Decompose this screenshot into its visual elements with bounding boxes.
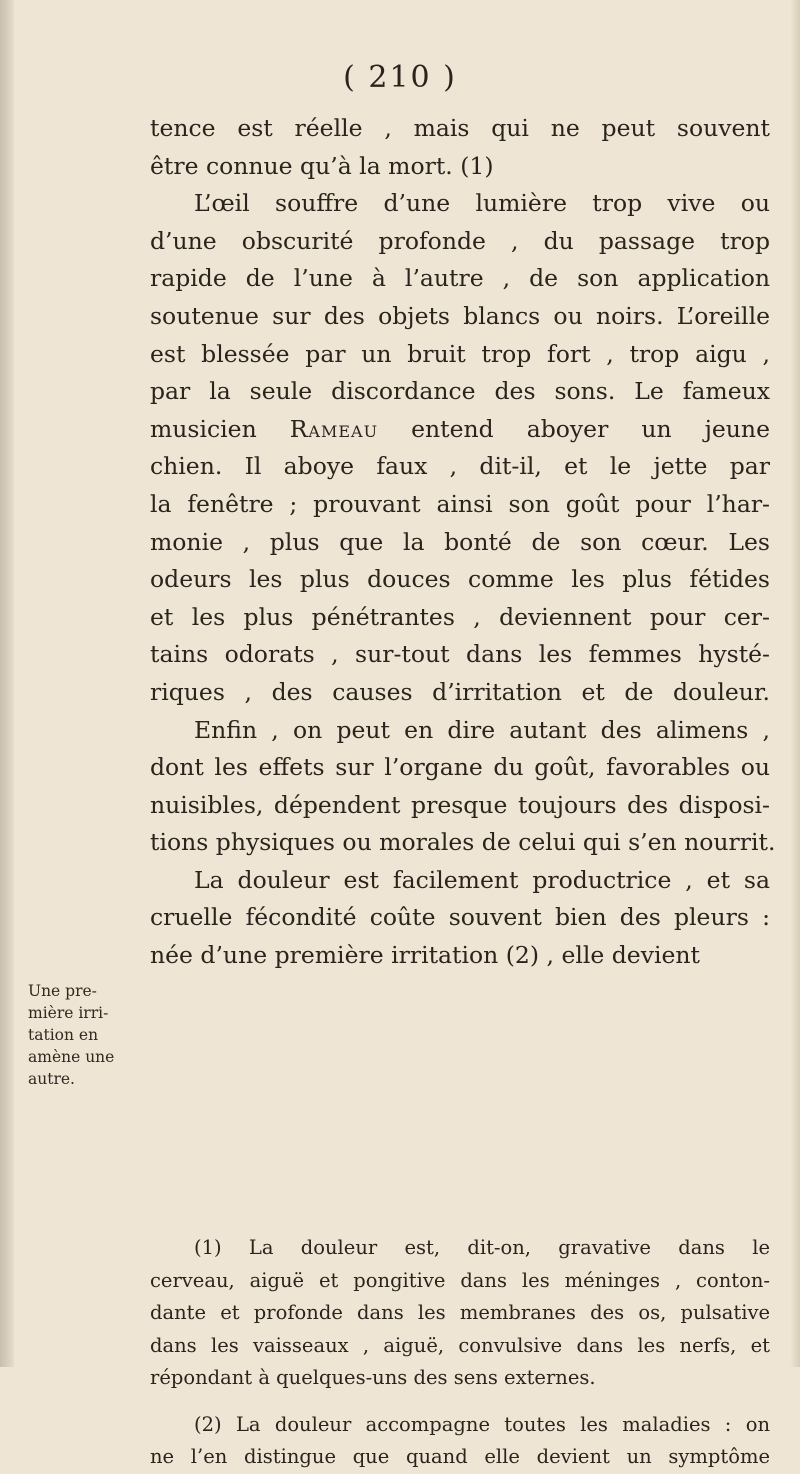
text-line: L’œil souffre d’une lumière trop vive ou — [194, 189, 770, 218]
footnote-1-line: répondant à quelques-uns des sens externes. — [150, 1366, 596, 1389]
footnote-1-line: cerveau, aiguë et pongitive dans les méninges , conton- — [150, 1268, 770, 1292]
footnote-2-line: ne l’en distingue que quand elle devient un symptôme — [150, 1445, 770, 1468]
footnote-2-line: (2) La douleur accompagne toutes les maladies : on — [194, 1412, 770, 1436]
text-line: nuisibles, dépendent presque toujours des disposi- — [150, 790, 770, 819]
text-line: chien. Il aboye faux , dit-il, et le jette par — [150, 452, 770, 481]
text-line: rapide de l’une à l’autre , de son application — [150, 264, 770, 293]
text-line: La douleur est facilement productrice , et sa — [194, 865, 770, 894]
text-line: tains odorats , sur-tout dans les femmes hysté- — [150, 640, 770, 669]
text-line-musician — [150, 411, 770, 449]
margin-note-line: Une pre- — [28, 982, 97, 1000]
page-binding-edge — [0, 0, 14, 1367]
page-outer-edge — [790, 0, 800, 1367]
margin-note-line: autre. — [28, 1070, 75, 1088]
footnotes — [150, 1232, 770, 1474]
footnote-spacer — [150, 1395, 770, 1409]
footnote-1-line: dans les vaisseaux , aiguë, convulsive dans les nerfs, et — [150, 1333, 770, 1357]
margin-note-line: tation en — [28, 1026, 99, 1044]
text-line: odeurs les plus douces comme les plus fétides — [150, 565, 770, 594]
margin-note — [28, 980, 148, 1090]
musician-name: Rameau — [289, 414, 379, 443]
text-line: tence est réelle , mais qui ne peut souvent — [150, 114, 770, 142]
text-line: et les plus pénétrantes , deviennent pour cer- — [150, 602, 770, 631]
text-line: Enfin , on peut en dire autant des alimens , — [194, 715, 770, 744]
main-text — [150, 110, 776, 975]
text-line: riques , des causes d’irritation et de douleur. — [150, 677, 770, 706]
page-number: ( 210 ) — [343, 60, 457, 95]
text-line: est blessée par un bruit trop fort , trop aigu , — [150, 339, 770, 368]
footnote-1-line: (1) La douleur est, dit-on, gravative dans le — [194, 1236, 770, 1259]
musician-suffix: entend aboyer un jeune — [411, 414, 770, 443]
musician-prefix: musicien — [150, 414, 257, 443]
text-line: dont les effets sur l’organe du goût, favorables ou — [150, 753, 770, 782]
text-line: monie , plus que la bonté de son cœur. Les — [150, 527, 770, 556]
margin-note-line: mière irri- — [28, 1004, 109, 1022]
margin-note-line: amène une — [28, 1048, 115, 1066]
text-line: par la seule discordance des sons. Le fameux — [150, 377, 770, 406]
text-line: la fenêtre ; prouvant ainsi son goût pour l’har- — [150, 489, 770, 518]
text-line: être connue qu’à la mort. (1) — [150, 151, 494, 180]
text-line: d’une obscurité profonde , du passage trop — [150, 226, 770, 255]
text-line: née d’une première irritation (2) , elle devient — [150, 941, 700, 970]
text-line: cruelle fécondité coûte souvent bien des pleurs : — [150, 903, 770, 932]
text-line: tions physiques ou morales de celui qui s’en nourrit. — [150, 828, 776, 857]
footnote-1-line: dante et profonde dans les membranes des os, pulsative — [150, 1301, 770, 1324]
text-line: soutenue sur des objets blancs ou noirs. L’oreille — [150, 301, 770, 330]
